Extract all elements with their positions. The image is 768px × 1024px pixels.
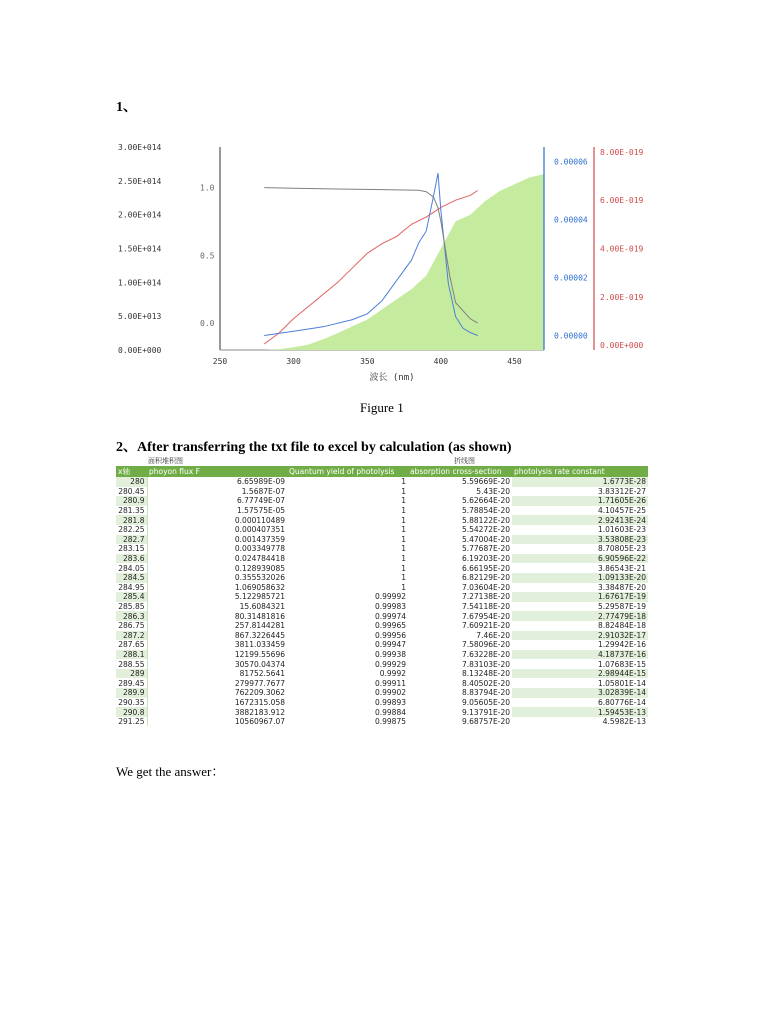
table-cell: 283.15 <box>116 544 147 554</box>
table-row <box>116 496 648 506</box>
table-cell: 1.01603E-23 <box>597 525 646 535</box>
table-chart-titles <box>116 456 648 466</box>
figure-1 <box>116 130 648 398</box>
table-cell: 4.18737E-16 <box>512 650 648 660</box>
table-cell: 9.68757E-20 <box>461 717 510 727</box>
y-tick-label-flux: 0.00E+000 <box>118 346 162 355</box>
table-cell: 10560967.07 <box>234 717 285 727</box>
table-cell: 12199.55696 <box>234 649 285 659</box>
table-cell: 0.024784418 <box>234 554 285 564</box>
table-cell: 1 <box>401 486 406 496</box>
y-tick-label-flux: 1.00E+014 <box>118 278 162 288</box>
y-tick-label-flux: 1.50E+014 <box>118 244 162 254</box>
x-tick-label: 450 <box>507 357 522 366</box>
column-header: Quantum yield of photolysis <box>287 466 408 477</box>
table-cell: 1 <box>401 525 406 535</box>
table-cell: 0.99947 <box>374 640 406 650</box>
table-row <box>116 525 648 535</box>
table-cell: 280.45 <box>116 487 147 497</box>
table-cell: 1.59453E-13 <box>512 707 648 717</box>
table-cell: 4.5982E-13 <box>602 717 646 727</box>
table-cell: 0.000110489 <box>234 515 285 525</box>
table-cell: 6.82129E-20 <box>461 573 510 583</box>
y-tick-label-cross_section: 0.00004 <box>554 215 588 225</box>
table-cell: 284.05 <box>116 563 147 573</box>
table-cell: 30570.04374 <box>234 659 285 669</box>
table-cell: 7.60921E-20 <box>461 621 510 631</box>
table-row <box>116 592 648 602</box>
series-area-flux <box>264 174 544 350</box>
table-cell: 1 <box>401 563 406 573</box>
y-tick-label-rate: 6.00E-019 <box>600 196 644 206</box>
table-row <box>116 611 648 621</box>
table-cell: 286.75 <box>116 621 147 631</box>
y-tick-label-quantum_yield: 0.5 <box>200 251 215 261</box>
table-cell: 6.19203E-20 <box>461 554 510 564</box>
x-tick-label: 350 <box>360 357 375 366</box>
y-tick-label-flux: 3.00E+014 <box>118 143 162 152</box>
table-cell: 3.38487E-20 <box>597 582 646 592</box>
table-cell: 6.65989E-09 <box>236 477 285 487</box>
table-cell: 4.10457E-25 <box>597 506 646 516</box>
table-cell: 5.29587E-19 <box>597 602 646 612</box>
table-cell: 7.27138E-20 <box>461 592 510 602</box>
table-cell: 1.5687E-07 <box>241 486 285 496</box>
table-cell: 0.99884 <box>374 707 406 717</box>
table-row <box>116 640 648 650</box>
table-row <box>116 631 648 641</box>
table-cell: 1 <box>401 544 406 554</box>
table-cell: 5.62664E-20 <box>461 496 510 506</box>
table-cell: 1.57575E-05 <box>236 506 285 516</box>
table-cell: 0.99965 <box>374 621 406 631</box>
figure-1-chart <box>116 130 648 398</box>
table-cell: 5.43E-20 <box>476 486 510 496</box>
table-cell: 281.8 <box>116 515 147 525</box>
table-row <box>116 717 648 727</box>
table-cell: 1.29942E-16 <box>597 640 646 650</box>
table-cell: 5.54272E-20 <box>461 525 510 535</box>
table-row <box>116 515 648 525</box>
table-row <box>116 602 648 612</box>
y-tick-label-flux: 2.50E+014 <box>118 176 162 186</box>
table-cell: 8.83794E-20 <box>461 688 510 698</box>
table-row <box>116 659 648 669</box>
table-cell: 284.95 <box>116 583 147 593</box>
table-cell: 0.9992 <box>379 669 406 679</box>
table-cell: 1 <box>401 554 406 564</box>
table-cell: 0.355532026 <box>234 573 285 583</box>
column-header: photolysis rate constant <box>512 466 648 477</box>
table-row <box>116 554 648 564</box>
table-header-row <box>116 466 648 477</box>
table-cell: 287.2 <box>116 631 147 641</box>
table-cell: 2.91032E-17 <box>512 631 648 641</box>
y-tick-label-rate: 2.00E-019 <box>600 292 644 302</box>
table-cell: 1 <box>401 477 406 487</box>
table-cell: 1 <box>401 515 406 525</box>
table-cell: 3.02839E-14 <box>512 688 648 698</box>
table-cell: 279977.7677 <box>234 678 285 688</box>
table-cell: 287.65 <box>116 640 147 650</box>
table-cell: 0.99938 <box>374 649 406 659</box>
table-cell: 7.63228E-20 <box>461 649 510 659</box>
table-row <box>116 688 648 698</box>
table-cell: 0.000407351 <box>234 525 285 535</box>
table-cell: 6.90596E-22 <box>512 554 648 564</box>
y-tick-label-flux: 2.00E+014 <box>118 210 162 220</box>
table-cell: 1.6773E-28 <box>512 477 648 487</box>
table-row <box>116 535 648 545</box>
table-cell: 1 <box>401 534 406 544</box>
x-tick-label: 400 <box>433 357 449 366</box>
table-cell: 0.99974 <box>374 611 406 621</box>
table-cell: 0.99893 <box>374 697 406 707</box>
table-cell: 290.35 <box>116 698 147 708</box>
table-row <box>116 621 648 631</box>
table-row <box>116 563 648 573</box>
table-cell: 7.67954E-20 <box>461 611 510 621</box>
table-cell: 289.9 <box>116 688 147 698</box>
table-cell: 1 <box>401 496 406 506</box>
table-cell: 2.98944E-15 <box>512 669 648 679</box>
table-cell: 1 <box>401 582 406 592</box>
table-cell: 0.99956 <box>374 630 406 640</box>
table-row <box>116 678 648 688</box>
table-cell: 3.86543E-21 <box>597 563 646 573</box>
closing-text: We get the answer： <box>116 764 225 779</box>
table-cell: 9.05605E-20 <box>461 697 510 707</box>
table-cell: 0.003349778 <box>234 544 285 554</box>
table-cell: 7.03604E-20 <box>461 582 510 592</box>
table-cell: 5.77687E-20 <box>461 544 510 554</box>
table-cell: 7.58096E-20 <box>461 640 510 650</box>
table-cell: 6.77749E-07 <box>236 496 285 506</box>
table-cell: 8.40502E-20 <box>461 678 510 688</box>
table-cell: 8.70805E-23 <box>597 544 646 554</box>
table-cell: 280 <box>116 477 147 487</box>
table-title-area-chart: 面积堆积图 <box>148 457 183 465</box>
x-axis-label: 波长 (nm) <box>369 373 415 383</box>
table-cell: 5.78854E-20 <box>461 506 510 516</box>
figure-caption: Figure 1 <box>360 400 404 415</box>
y-tick-label-cross_section: 0.00002 <box>554 273 588 283</box>
table-cell: 0.128939085 <box>234 563 285 573</box>
table-cell: 5.59669E-20 <box>461 477 510 487</box>
y-tick-label-cross_section: 0.00006 <box>554 157 588 167</box>
table-row <box>116 573 648 583</box>
column-header: x轴 <box>116 466 147 477</box>
table-cell: 1 <box>401 573 406 583</box>
table-row <box>116 669 648 679</box>
table-cell: 290.8 <box>116 707 147 717</box>
y-tick-label-rate: 8.00E-019 <box>600 147 644 157</box>
table-cell: 5.122985721 <box>234 592 285 602</box>
table-row <box>116 707 648 717</box>
table-cell: 288.1 <box>116 650 147 660</box>
table-title-line-chart: 折线图 <box>454 457 475 465</box>
table-cell: 0.99983 <box>374 602 406 612</box>
table-cell: 288.55 <box>116 659 147 669</box>
table-cell: 1672315.058 <box>234 697 285 707</box>
table-cell: 1 <box>401 506 406 516</box>
column-header: absorption cross-section <box>408 466 512 477</box>
table-cell: 9.13791E-20 <box>461 707 510 717</box>
table-cell: 282.7 <box>116 535 147 545</box>
table-cell: 284.5 <box>116 573 147 583</box>
y-tick-label-rate: 4.00E-019 <box>600 244 644 254</box>
table-cell: 8.13248E-20 <box>461 669 510 679</box>
table-row <box>116 583 648 593</box>
table-cell: 7.83103E-20 <box>461 659 510 669</box>
table-cell: 81752.5641 <box>239 669 285 679</box>
table-row <box>116 506 648 516</box>
table-cell: 80.31481816 <box>234 611 285 621</box>
table-row <box>116 477 648 487</box>
table-cell: 0.99902 <box>374 688 406 698</box>
table-cell: 7.46E-20 <box>476 630 510 640</box>
table-cell: 283.6 <box>116 554 147 564</box>
table-row <box>116 698 648 708</box>
table-cell: 3882183.912 <box>234 707 285 717</box>
table-cell: 6.66195E-20 <box>461 563 510 573</box>
column-header: phoyon flux F <box>147 466 287 477</box>
table-cell: 1.09133E-20 <box>512 573 648 583</box>
table-cell: 1.069058632 <box>234 582 285 592</box>
table-cell: 257.8144281 <box>234 621 285 631</box>
table-cell: 2.92413E-24 <box>512 515 648 525</box>
table-cell: 289 <box>116 669 147 679</box>
x-tick-label: 300 <box>286 357 301 366</box>
table-cell: 867.3226445 <box>234 630 285 640</box>
table-cell: 291.25 <box>116 717 147 727</box>
table-cell: 15.6084321 <box>239 602 285 612</box>
table-cell: 1.71605E-26 <box>512 496 648 506</box>
table-cell: 289.45 <box>116 678 147 688</box>
x-tick-label: 250 <box>212 357 228 366</box>
table-cell: 5.88122E-20 <box>461 515 510 525</box>
table-cell: 762209.3062 <box>234 688 285 698</box>
table-cell: 280.9 <box>116 496 147 506</box>
excel-table <box>116 456 648 726</box>
table-row <box>116 487 648 497</box>
table-cell: 1.67617E-19 <box>512 592 648 602</box>
table-cell: 6.80776E-14 <box>597 697 646 707</box>
table-cell: 0.99911 <box>374 678 406 688</box>
table-cell: 0.99929 <box>374 659 406 669</box>
table-cell: 1.05801E-14 <box>597 678 646 688</box>
table-cell: 2.77479E-18 <box>512 611 648 621</box>
table-row <box>116 650 648 660</box>
y-tick-label-cross_section: 0.00000 <box>554 331 588 341</box>
y-tick-label-quantum_yield: 0.0 <box>200 318 215 328</box>
table-cell: 282.25 <box>116 525 147 535</box>
table-cell: 286.3 <box>116 611 147 621</box>
table-cell: 0.99875 <box>374 717 406 727</box>
section-1-label: 1、 <box>116 100 137 115</box>
table-body <box>116 477 648 726</box>
table-cell: 5.47004E-20 <box>461 534 510 544</box>
section-2-heading: 2、After transferring the txt file to excel by calculation (as shown) <box>116 440 512 455</box>
table-cell: 285.4 <box>116 592 147 602</box>
table-cell: 0.99992 <box>374 592 406 602</box>
table-cell: 0.001437359 <box>234 534 285 544</box>
table-cell: 281.35 <box>116 506 147 516</box>
table-cell: 3.53808E-23 <box>512 535 648 545</box>
data-table <box>116 466 649 726</box>
y-tick-label-flux: 5.00E+013 <box>118 312 162 322</box>
table-cell: 8.82484E-18 <box>597 621 646 631</box>
table-row <box>116 544 648 554</box>
y-tick-label-rate: 0.00E+000 <box>600 341 644 351</box>
table-cell: 285.85 <box>116 602 147 612</box>
table-cell: 1.07683E-15 <box>597 659 646 669</box>
table-cell: 3811.033459 <box>234 640 285 650</box>
table-cell: 3.83312E-27 <box>597 486 646 496</box>
y-tick-label-quantum_yield: 1.0 <box>200 183 215 193</box>
table-cell: 7.54118E-20 <box>461 602 510 612</box>
